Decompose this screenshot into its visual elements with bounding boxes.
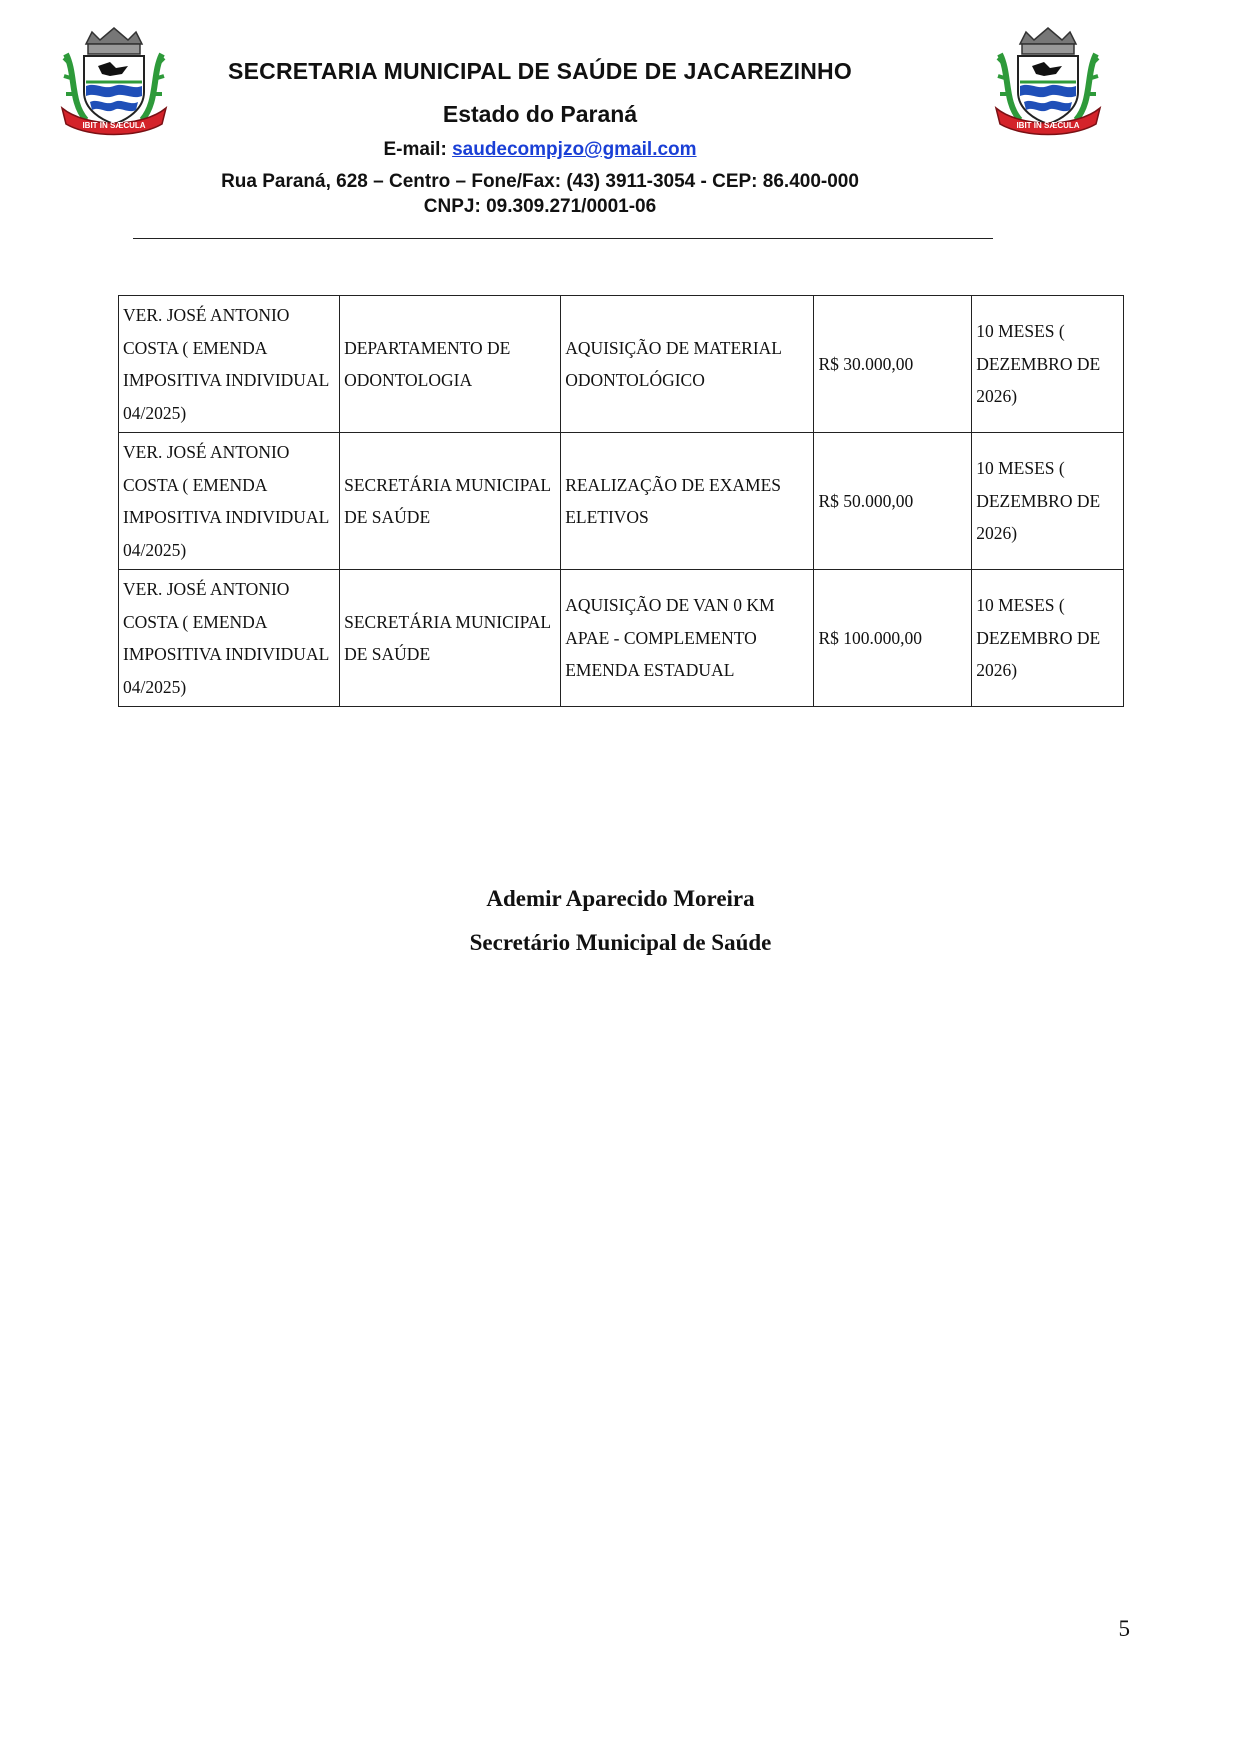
deadline-cell: 10 MESES ( DEZEMBRO DE 2026) <box>972 570 1124 707</box>
author-cell: VER. JOSÉ ANTONIO COSTA ( EMENDA IMPOSITIVA INDIVIDUAL 04/2025) <box>119 433 340 570</box>
address-line: Rua Paraná, 628 – Centro – Fone/Fax: (43) 3911-3054 - CEP: 86.400-000 <box>221 171 859 192</box>
department-cell: SECRETÁRIA MUNICIPAL DE SAÚDE <box>340 433 561 570</box>
page-number: 5 <box>1118 1616 1130 1641</box>
header-divider <box>133 238 993 239</box>
department-cell: DEPARTAMENTO DE ODONTOLOGIA <box>340 296 561 433</box>
table-row <box>119 296 1124 433</box>
signature-block <box>0 884 1241 958</box>
author-cell: VER. JOSÉ ANTONIO COSTA ( EMENDA IMPOSITIVA INDIVIDUAL 04/2025) <box>119 296 340 433</box>
value-cell: R$ 50.000,00 <box>814 433 972 570</box>
amendments-table <box>118 295 1124 707</box>
deadline-cell: 10 MESES ( DEZEMBRO DE 2026) <box>972 433 1124 570</box>
coat-of-arms-right-icon <box>990 24 1106 140</box>
email-line <box>150 138 930 162</box>
deadline-cell: 10 MESES ( DEZEMBRO DE 2026) <box>972 296 1124 433</box>
email-link[interactable]: saudecompjzo@gmail.com <box>452 139 697 160</box>
object-cell: REALIZAÇÃO DE EXAMES ELETIVOS <box>561 433 814 570</box>
signatory-role: Secretário Municipal de Saúde <box>469 930 772 955</box>
page-title: SECRETARIA MUNICIPAL DE SAÚDE DE JACAREZINHO <box>228 58 852 84</box>
object-cell: AQUISIÇÃO DE MATERIAL ODONTOLÓGICO <box>561 296 814 433</box>
signatory-name: Ademir Aparecido Moreira <box>486 886 755 911</box>
state-subtitle: Estado do Paraná <box>442 101 638 127</box>
email-label: E-mail: <box>383 139 447 160</box>
crest-motto-left: IBIT IN SÆCULA <box>82 121 146 130</box>
table-row <box>119 433 1124 570</box>
table-row <box>119 570 1124 707</box>
value-cell: R$ 30.000,00 <box>814 296 972 433</box>
letterhead <box>150 56 930 220</box>
cnpj-line: CNPJ: 09.309.271/0001-06 <box>423 196 657 217</box>
department-cell: SECRETÁRIA MUNICIPAL DE SAÚDE <box>340 570 561 707</box>
value-cell: R$ 100.000,00 <box>814 570 972 707</box>
author-cell: VER. JOSÉ ANTONIO COSTA ( EMENDA IMPOSITIVA INDIVIDUAL 04/2025) <box>119 570 340 707</box>
object-cell: AQUISIÇÃO DE VAN 0 KM APAE - COMPLEMENTO EMENDA ESTADUAL <box>561 570 814 707</box>
crest-motto-right: IBIT IN SÆCULA <box>1016 121 1080 130</box>
